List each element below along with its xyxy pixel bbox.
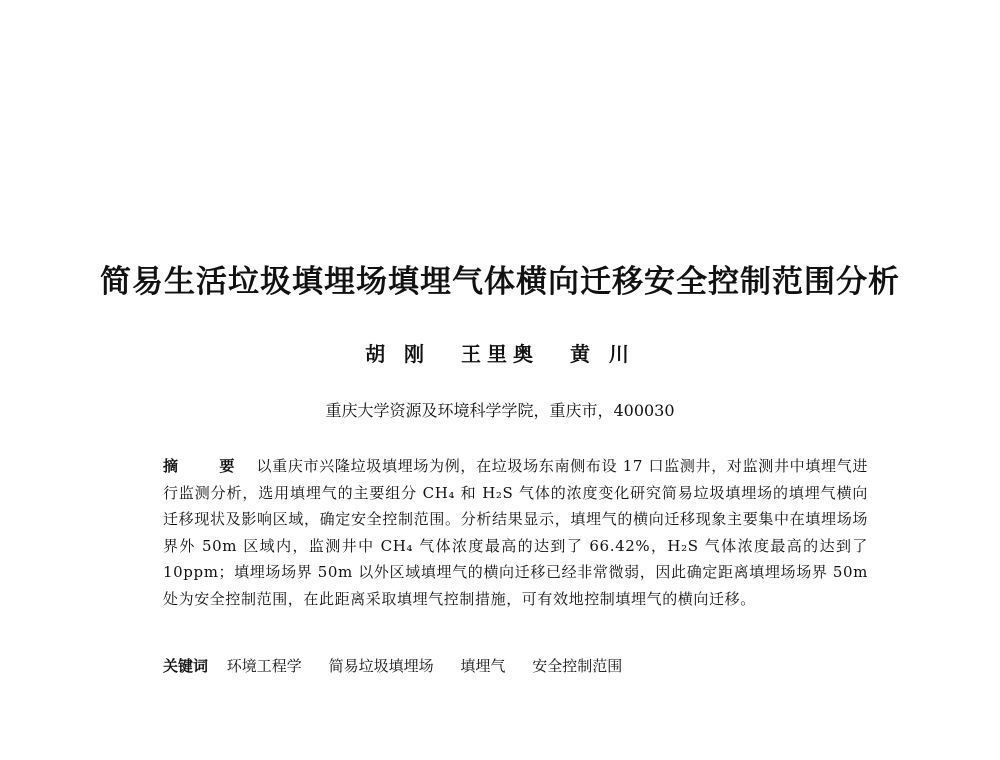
author-name: 胡 刚 <box>365 342 431 366</box>
keywords <box>163 655 868 676</box>
keyword: 安全控制范围 <box>532 657 623 675</box>
author-name: 黄 川 <box>569 342 635 366</box>
keyword: 填埋气 <box>460 657 506 675</box>
abstract <box>163 453 868 612</box>
author-list <box>0 338 1000 367</box>
author-name: 王里奥 <box>461 342 539 366</box>
abstract-text: 以重庆市兴隆垃圾填埋场为例，在垃圾场东南侧布设 17 口监测井，对监测井中填埋气进行监测分析，选用填埋气的主要组分 CH₄ 和 H₂S 气体的浓度变化研究简易垃圾填埋场的填埋气横向迁移现状及影响区域，确定安全控制范围。分析结果显示，填埋气的横向迁移现象主要集中在填埋场场界外 50m 区域内，监测井中 CH₄ 气体浓度最高的达到了 66.42%，H₂S 气体浓度最高的达到了 10ppm；填埋场场界 50m 以外区域填埋气的横向迁移已经非常微弱，因此确定距离填埋场场界 50m 处为安全控制范围，在此距离采取填埋气控制措施，可有效地控制填埋气的横向迁移。 <box>163 457 868 608</box>
abstract-label: 摘 要 <box>163 457 253 475</box>
keywords-label: 关键词 <box>163 657 209 675</box>
affiliation: 重庆大学资源及环境科学学院，重庆市，400030 <box>325 401 675 420</box>
keyword: 环境工程学 <box>226 657 302 675</box>
keyword: 简易垃圾填埋场 <box>328 657 434 675</box>
paper-title: 简易生活垃圾填埋场填埋气体横向迁移安全控制范围分析 <box>100 264 900 300</box>
